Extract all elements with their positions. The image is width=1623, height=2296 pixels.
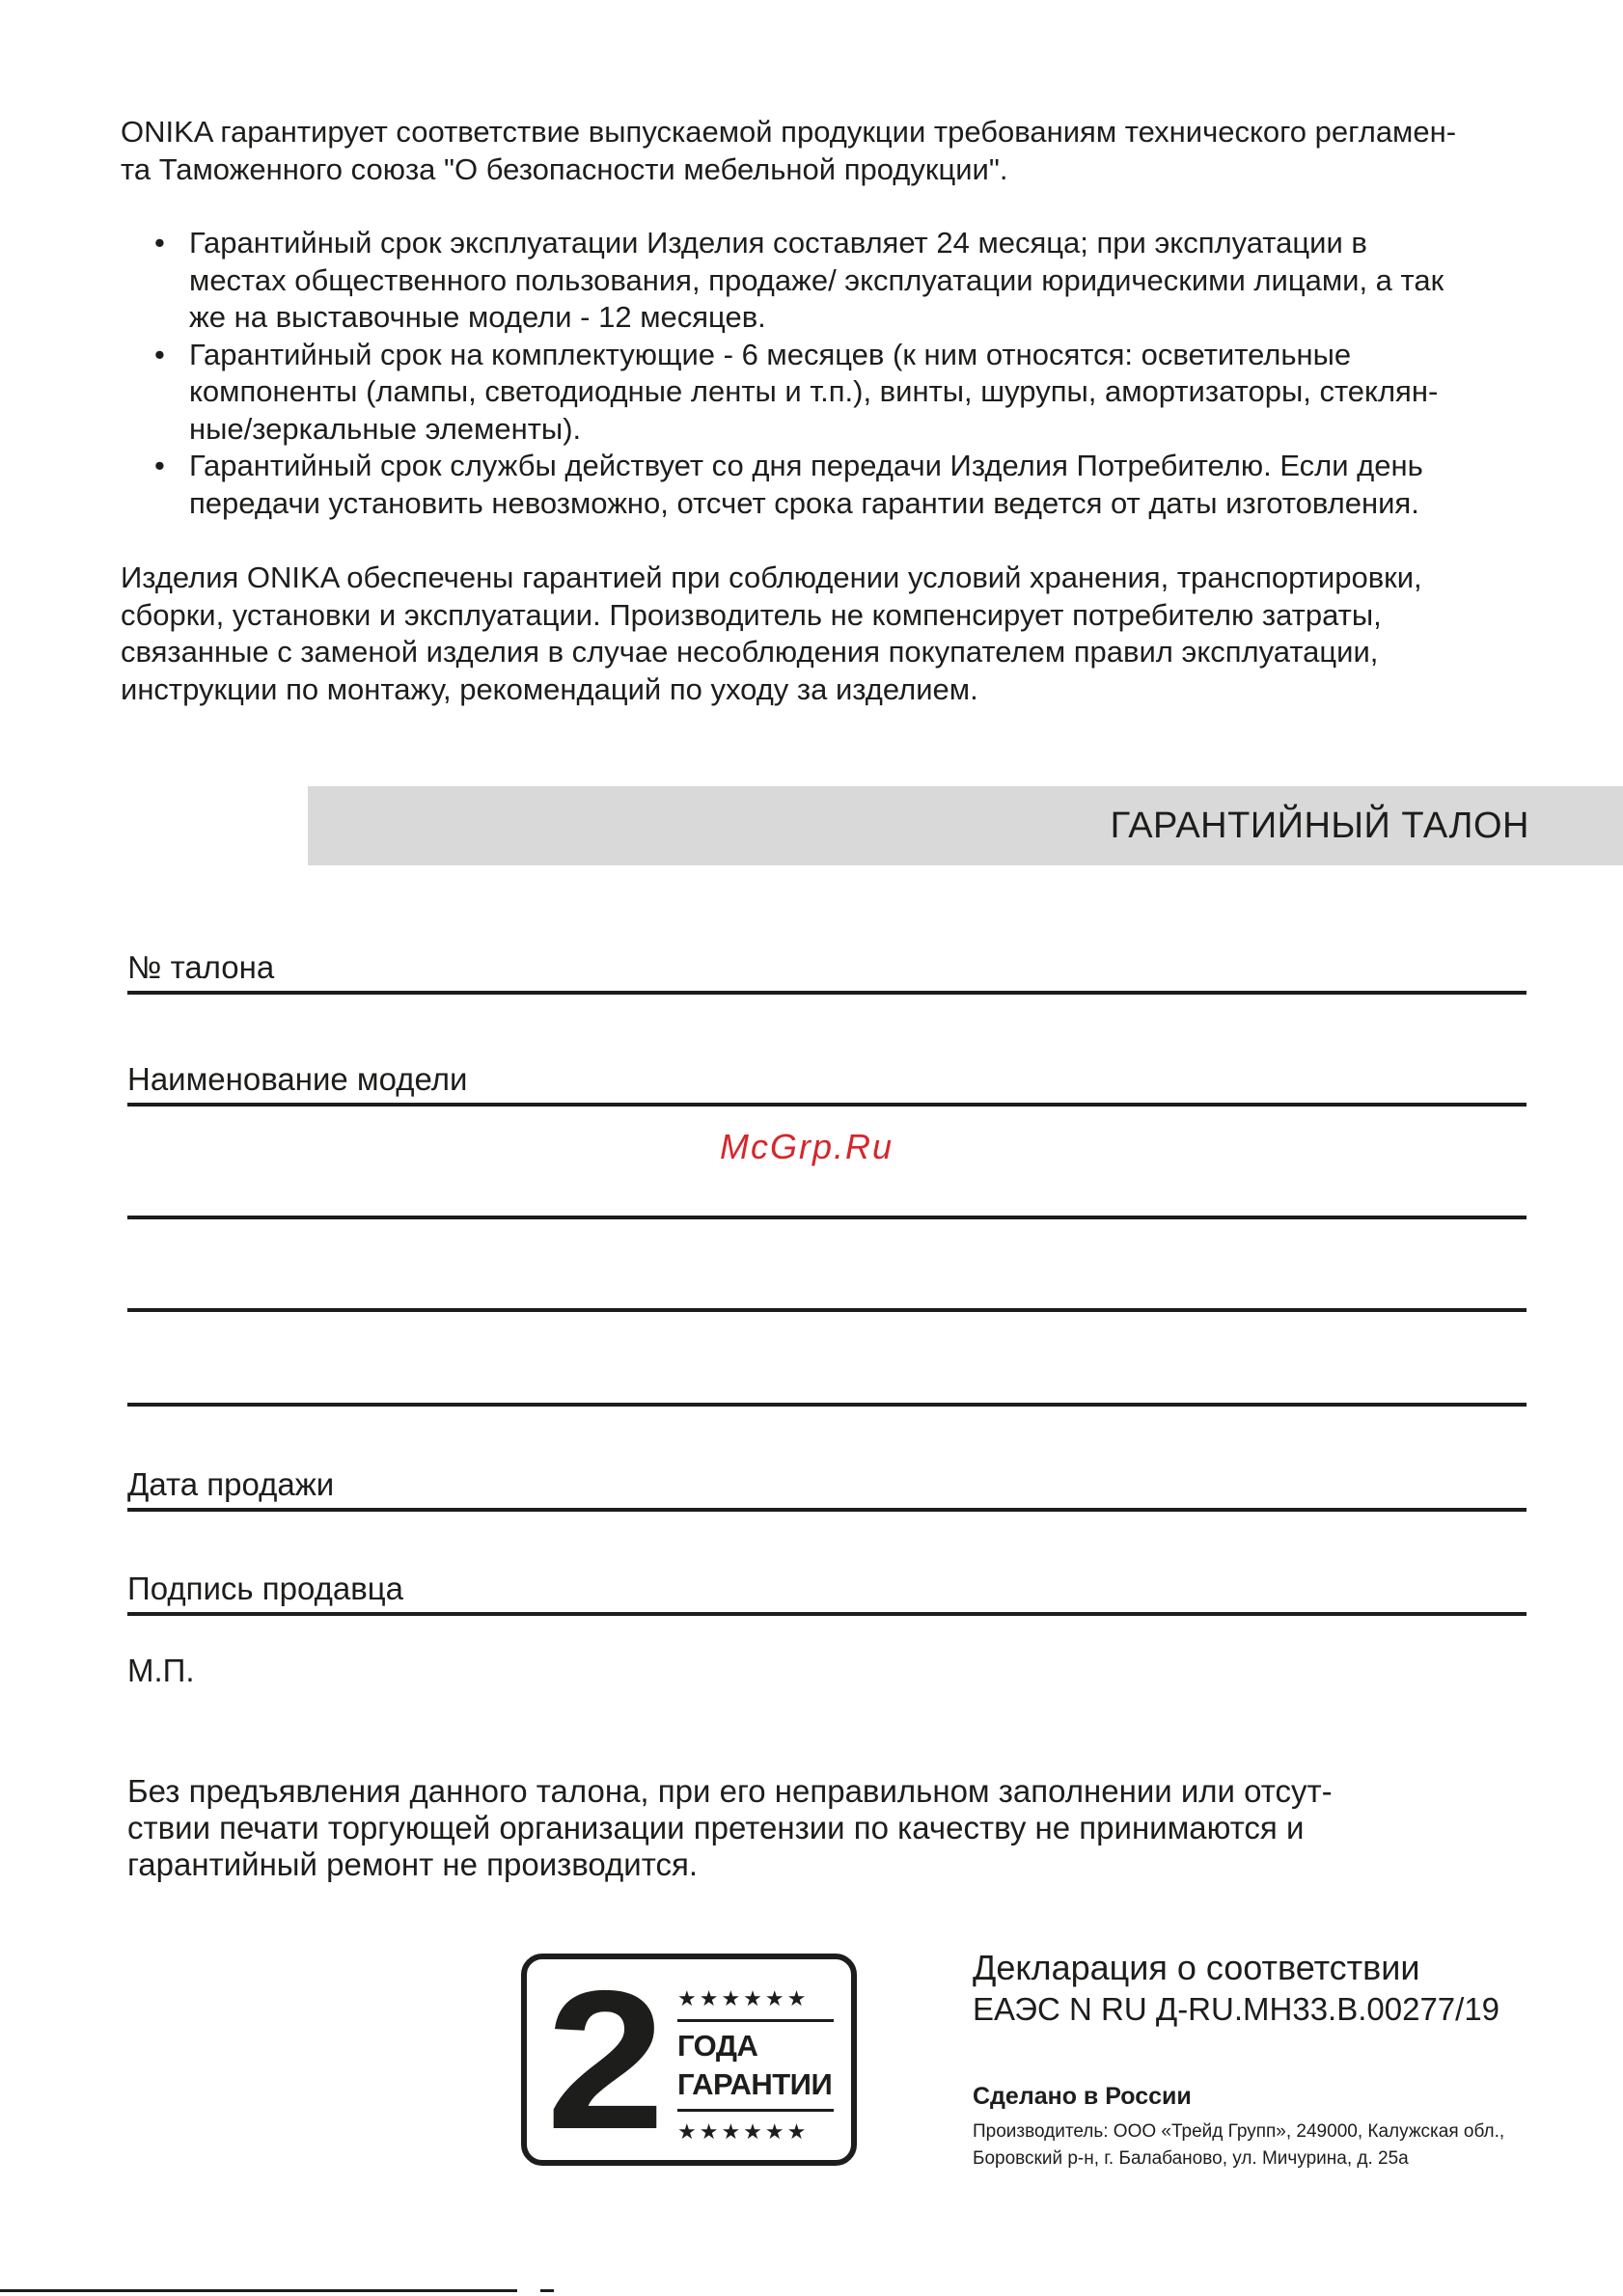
list-item-line: ные/зеркальные элементы). <box>189 411 582 446</box>
footer-divider <box>540 2289 554 2292</box>
warranty-card-banner <box>308 786 1623 865</box>
manufacturer-line: Производитель: ООО «Трейд Групп», 249000, Калужская обл., <box>973 2121 1505 2142</box>
coupon-number-label: № талона <box>127 949 275 985</box>
coupon-number-field[interactable] <box>127 945 1527 995</box>
list-item <box>154 448 1534 522</box>
model-name-line-4[interactable] <box>127 1358 1527 1407</box>
notice-line: гарантийный ремонт не производится. <box>127 1846 699 1882</box>
sale-date-label: Дата продажи <box>127 1466 335 1502</box>
list-item-line: местах общественного пользования, продаже/ эксплуатации юридическими лицами, а так <box>189 262 1444 297</box>
list-item-line: компоненты (лампы, светодиодные ленты и т.п.), винты, шурупы, амортизаторы, стеклян- <box>189 374 1439 408</box>
badge-divider <box>677 2109 834 2112</box>
intro-line: ONIKA гарантирует соответствие выпускаемой продукции требованиям технического регламен- <box>121 115 1457 149</box>
sale-date-field[interactable] <box>127 1462 1527 1512</box>
badge-caption <box>677 2027 841 2104</box>
manufacturer-info <box>973 2118 1600 2173</box>
stamp-place-label: М.П. <box>127 1653 195 1688</box>
list-item-line: Гарантийный срок эксплуатации Изделия составляет 24 месяца; при эксплуатации в <box>189 226 1367 260</box>
conditions-paragraph <box>121 560 1529 708</box>
conditions-line: инструкции по монтажу, рекомендаций по уходу за изделием. <box>121 671 978 706</box>
stars-icon: ★★★★★★ <box>677 2119 810 2144</box>
declaration-title: Декларация о соответствии <box>973 1948 1420 1987</box>
list-item <box>154 337 1534 449</box>
notice-paragraph <box>127 1773 1527 1883</box>
seller-signature-label: Подпись продавца <box>127 1571 404 1606</box>
list-item-line: передачи установить невозможно, отсчет срока гарантии ведется от даты изготовления. <box>189 485 1419 520</box>
two-year-warranty-badge <box>521 1950 857 2171</box>
list-item-line: же на выставочные модели - 12 месяцев. <box>189 300 766 334</box>
stars-icon: ★★★★★★ <box>677 1986 810 2010</box>
intro-line: та Таможенного союза "О безопасности мебельной продукции". <box>121 151 1008 186</box>
intro-paragraph <box>121 114 1529 188</box>
declaration-block <box>973 1947 1590 2030</box>
model-name-line-2[interactable] <box>127 1172 1527 1219</box>
list-item-line: Гарантийный срок службы действует со дня передачи Изделия Потребителю. Если день <box>189 449 1423 482</box>
list-item-line: Гарантийный срок на комплектующие - 6 месяцев (к ним относятся: осветительные <box>189 337 1352 371</box>
notice-line: Без предъявления данного талона, при его неправильном заполнении или отсут- <box>127 1773 1333 1809</box>
model-name-field[interactable] <box>127 1056 1527 1107</box>
model-name-label: Наименование модели <box>127 1061 468 1097</box>
badge-caption-line: ГАРАНТИИ <box>677 2067 833 2101</box>
footer-divider <box>0 2289 517 2292</box>
bullet-icon: • <box>154 226 165 260</box>
conditions-line: Изделия ONIKA обеспечены гарантией при соблюдении условий хранения, транспортировки, <box>121 560 1422 594</box>
manufacturer-line: Боровский р-н, г. Балабаново, ул. Мичурина, д. 25а <box>973 2148 1409 2169</box>
list-item <box>154 225 1534 337</box>
conditions-line: связанные с заменой изделия в случае несоблюдения покупателем правил эксплуатации, <box>121 635 1379 669</box>
seller-signature-field[interactable] <box>127 1567 1527 1616</box>
page-title: ГАРАНТИЙНЫЙ ТАЛОН <box>1110 806 1529 846</box>
watermark: McGrp.Ru <box>720 1127 894 1166</box>
bullet-icon: • <box>154 449 165 482</box>
made-in-label: Сделано в России <box>973 2083 1192 2110</box>
warranty-terms-list <box>154 225 1534 522</box>
badge-divider <box>677 2019 834 2022</box>
declaration-number: ЕАЭС N RU Д-RU.МН33.В.00277/19 <box>973 1991 1500 2027</box>
conditions-line: сборки, установки и эксплуатации. Производитель не компенсирует потребителю затраты, <box>121 597 1382 632</box>
notice-line: ствии печати торгующей организации претензии по качеству не принимаются и <box>127 1810 1305 1845</box>
bullet-icon: • <box>154 337 165 371</box>
model-name-line-3[interactable] <box>127 1264 1527 1312</box>
badge-number: 2 <box>546 1950 666 2171</box>
badge-caption-line: ГОДА <box>677 2029 758 2063</box>
